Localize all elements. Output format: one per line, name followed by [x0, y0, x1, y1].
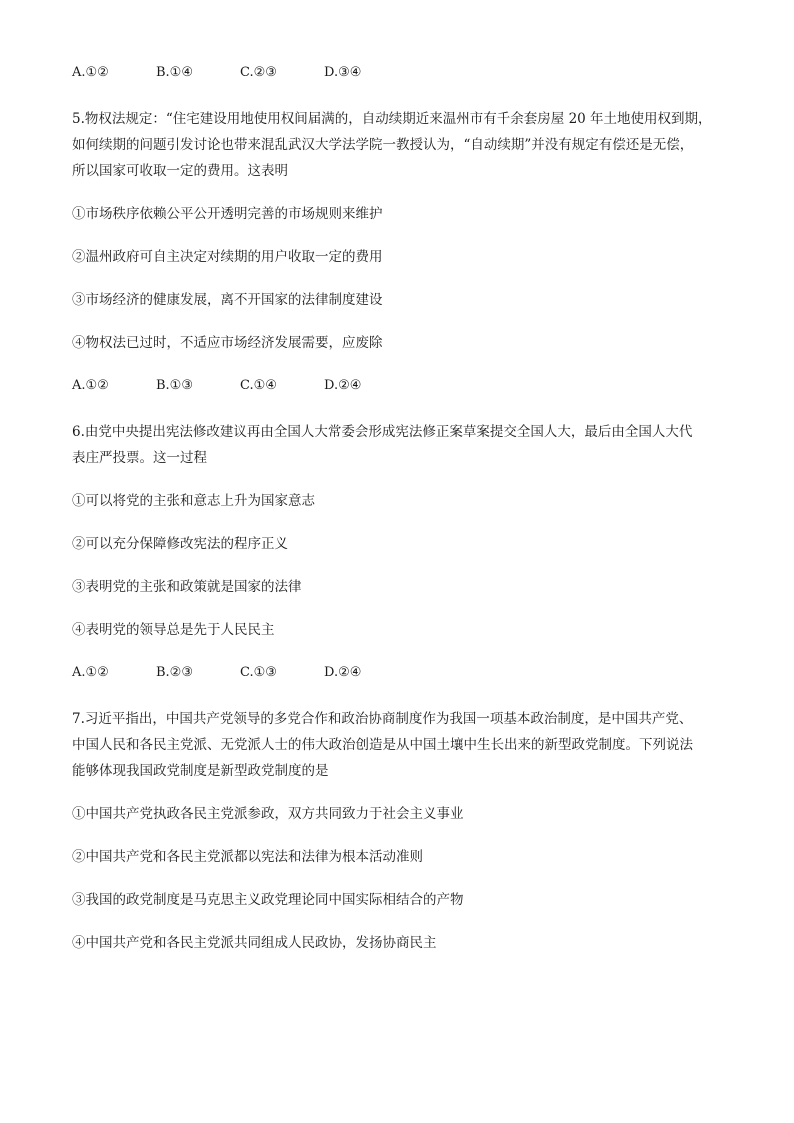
q7-stem-line: 7.习近平指出，中国共产党领导的多党合作和政治协商制度作为我国一项基本政治制度，是中国共产党、	[72, 711, 693, 727]
q6-choice-a[interactable]: A.①②	[72, 665, 109, 680]
q6-stem-line: 6.由党中央提出宪法修改建议再由全国人大常委会形成宪法修正案草案提交全国人大，最后由全国人大代	[72, 424, 693, 440]
q5-option-4: ④物权法已过时，不适应市场经济发展需要，应废除	[72, 335, 383, 351]
q6-option-1: ①可以将党的主张和意志上升为国家意志	[72, 493, 315, 509]
q5-stem-line: 所以国家可收取一定的费用。这表明	[72, 163, 288, 179]
q4-choice-d[interactable]: D.③④	[324, 65, 362, 80]
q6-option-4: ④表明党的领导总是先于人民民主	[72, 622, 275, 638]
q5-choice-a[interactable]: A.①②	[72, 378, 109, 393]
q4-choice-b[interactable]: B.①④	[156, 65, 193, 80]
q6-option-2: ②可以充分保障修改宪法的程序正义	[72, 536, 288, 552]
q7-option-2: ②中国共产党和各民主党派都以宪法和法律为根本活动准则	[72, 849, 423, 865]
q4-choice-c[interactable]: C.②③	[240, 65, 277, 80]
q5-stem	[72, 106, 732, 184]
q5-choice-c[interactable]: C.①④	[240, 378, 277, 393]
q4-choices	[72, 60, 732, 86]
exam-page	[72, 60, 732, 956]
q5-option-1: ①市场秩序依赖公平公开透明完善的市场规则来维护	[72, 206, 383, 222]
q7-stem	[72, 706, 732, 784]
q5-stem-line: 如何续期的问题引发讨论也带来混乱武汉大学法学院一教授认为，“自动续期”并没有规定有偿还是无偿，	[72, 137, 694, 153]
q6-choices	[72, 660, 732, 686]
q5-choice-d[interactable]: D.②④	[324, 378, 362, 393]
q5-option-3: ③市场经济的健康发展，离不开国家的法律制度建设	[72, 292, 383, 308]
q6-stem-line: 表庄严投票。这一过程	[72, 450, 207, 466]
q6-choice-c[interactable]: C.①③	[240, 665, 277, 680]
q7-option-3: ③我国的政党制度是马克思主义政党理论同中国实际相结合的产物	[72, 892, 464, 908]
q7-option-1: ①中国共产党执政各民主党派参政，双方共同致力于社会主义事业	[72, 806, 464, 822]
q5-choices	[72, 373, 732, 399]
q5-choice-b[interactable]: B.①③	[156, 378, 193, 393]
q5-stem-line: 5.物权法规定：“住宅建设用地使用权间届满的，自动续期近来温州市有千余套房屋 20 年土地使用权到期，	[72, 111, 712, 127]
q5-option-2: ②温州政府可自主决定对续期的用户收取一定的费用	[72, 249, 383, 265]
q6-stem	[72, 419, 732, 471]
q7-stem-line: 能够体现我国政党制度是新型政党制度的是	[72, 763, 329, 779]
q4-choice-a[interactable]: A.①②	[72, 65, 109, 80]
q7-stem-line: 中国人民和各民主党派、无党派人士的伟大政治创造是从中国土壤中生长出来的新型政党制度。下列说法	[72, 737, 693, 753]
q7-option-4: ④中国共产党和各民主党派共同组成人民政协，发扬协商民主	[72, 935, 437, 951]
q6-option-3: ③表明党的主张和政策就是国家的法律	[72, 579, 302, 595]
q6-choice-d[interactable]: D.②④	[324, 665, 362, 680]
q6-choice-b[interactable]: B.②③	[156, 665, 193, 680]
